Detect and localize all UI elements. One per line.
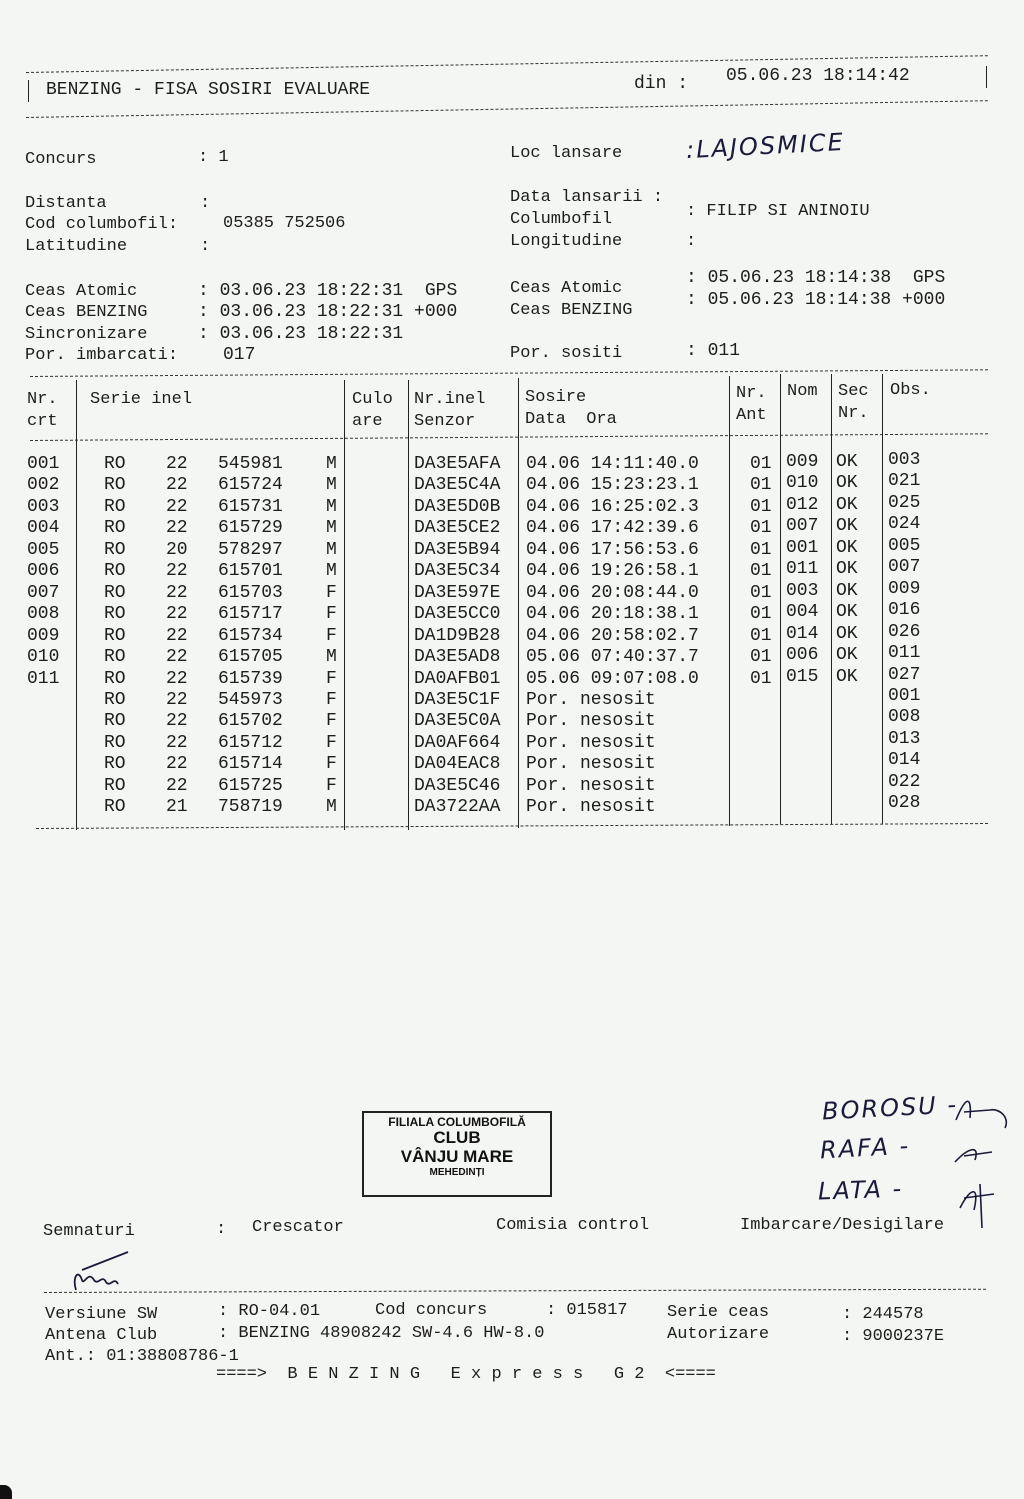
col-sep xyxy=(344,380,345,830)
ceas-atomic-start-label: Ceas Atomic xyxy=(25,282,138,301)
sec-status: OK xyxy=(836,473,858,494)
semnaturi-label: Semnaturi xyxy=(43,1222,135,1241)
col-header-nr: Nr. xyxy=(27,390,58,409)
ring-year: 22 xyxy=(166,518,188,539)
por-sositi-value: : 011 xyxy=(686,341,741,361)
sensor-id: DA1D9B28 xyxy=(414,625,501,646)
antenna-nr: 01 xyxy=(750,539,772,560)
imbarcare-desigilare-label: Imbarcare/Desigilare xyxy=(740,1216,945,1235)
nom-nr: 009 xyxy=(786,452,819,472)
obs-nr: 025 xyxy=(888,492,921,513)
col-header-ant-2: Ant xyxy=(736,406,767,425)
arrival-time: 05.06 09:07:08.0 xyxy=(526,668,699,689)
serie-ceas-label: Serie ceas xyxy=(667,1303,770,1322)
sec-status: OK xyxy=(836,452,858,472)
autorizare-label: Autorizare xyxy=(667,1325,770,1344)
ring-number: 545981 xyxy=(218,454,283,474)
ring-sex: F xyxy=(326,775,337,796)
document-title: BENZING - FISA SOSIRI EVALUARE xyxy=(46,80,371,100)
antenna-nr: 01 xyxy=(750,475,772,496)
obs-nr: 011 xyxy=(888,643,921,664)
nom-nr: 010 xyxy=(786,473,819,494)
ring-sex: F xyxy=(326,668,337,689)
sensor-id: DA3E5C46 xyxy=(414,775,501,796)
header-bottom-rule xyxy=(26,100,988,118)
nom-nr: 004 xyxy=(786,602,819,623)
sensor-id: DA3E5CC0 xyxy=(414,604,501,625)
ring-country: RO xyxy=(104,625,126,646)
nom-nr: 014 xyxy=(786,623,819,644)
obs-nr: 027 xyxy=(888,664,921,685)
arrival-time: 04.06 17:42:39.6 xyxy=(526,518,699,539)
handwritten-signature-1: BOROSU - xyxy=(821,1090,959,1126)
loc-lansare-value: :LAJOSMICE xyxy=(685,127,846,165)
ring-number: 615729 xyxy=(218,518,283,539)
col-sep xyxy=(882,374,883,824)
ring-number: 615703 xyxy=(218,582,283,603)
ring-number: 615734 xyxy=(218,625,283,646)
stamp-line-3: VÂNJU MARE xyxy=(400,1146,514,1166)
cod-concurs-value: : 015817 xyxy=(546,1301,628,1320)
ceas-benzing-start-value: : 03.06.23 18:22:31 +000 xyxy=(198,302,458,322)
ring-country: RO xyxy=(104,518,126,539)
obs-nr: 016 xyxy=(888,600,921,621)
signature-scribble-icon xyxy=(950,1088,1020,1228)
col-header-sec-nr: Nr. xyxy=(838,404,869,423)
antenna-nr: 01 xyxy=(750,561,772,582)
sensor-id: DA3E5C4A xyxy=(414,475,501,496)
club-stamp xyxy=(362,1111,552,1197)
obs-nr: 022 xyxy=(888,771,921,792)
concurs-value: : 1 xyxy=(198,148,229,167)
ring-number: 615705 xyxy=(218,647,283,668)
sec-status: OK xyxy=(836,559,858,580)
nom-nr: 001 xyxy=(786,537,819,558)
obs-nr: 008 xyxy=(888,707,921,728)
ring-number: 615702 xyxy=(218,711,283,732)
serie-ceas-value: : 244578 xyxy=(842,1305,924,1324)
col-header-nom: Nom xyxy=(787,382,818,401)
arrival-time: 04.06 20:18:38.1 xyxy=(526,604,699,625)
ring-number: 545973 xyxy=(218,689,283,710)
sensor-id: DA04EAC8 xyxy=(414,754,501,775)
ring-year: 22 xyxy=(166,582,188,603)
obs-nr: 007 xyxy=(888,557,921,578)
row-nr: 003 xyxy=(27,496,60,517)
antena-club-value: : BENZING 48908242 SW-4.6 HW-8.0 xyxy=(218,1324,545,1343)
ring-year: 22 xyxy=(166,711,188,732)
ring-sex: F xyxy=(326,689,337,710)
concurs-label: Concurs xyxy=(25,150,97,169)
longitudine-value: : xyxy=(686,232,697,251)
ring-year: 20 xyxy=(166,539,188,560)
row-nr: 006 xyxy=(27,561,60,582)
ring-country: RO xyxy=(104,604,126,625)
sec-status: OK xyxy=(836,516,858,537)
ring-sex: M xyxy=(326,518,337,539)
col-header-data-ora: Data Ora xyxy=(525,410,617,429)
cod-concurs-label: Cod concurs xyxy=(375,1301,488,1320)
nom-nr: 011 xyxy=(786,559,819,580)
ring-country: RO xyxy=(104,539,126,560)
col-header-are: are xyxy=(352,412,383,431)
benzing-express-banner: ====> B E N Z I N G E x p r e s s G 2 <==== xyxy=(216,1365,716,1384)
ceas-benzing-end-label: Ceas BENZING xyxy=(510,301,633,320)
nom-nr: 015 xyxy=(786,666,819,687)
ring-number: 615712 xyxy=(218,732,283,753)
antenna-id: Ant.: 01:38808786-1 xyxy=(45,1347,239,1366)
sincronizare-label: Sincronizare xyxy=(25,325,148,344)
arrival-time: Por. nesosit xyxy=(526,732,656,753)
ring-year: 22 xyxy=(166,625,188,646)
col-header-obs: Obs. xyxy=(890,381,931,400)
arrival-time: 04.06 17:56:53.6 xyxy=(526,539,699,560)
ring-country: RO xyxy=(104,647,126,668)
sensor-id: DA3E5D0B xyxy=(414,496,501,517)
col-sep xyxy=(518,378,519,828)
ceas-atomic-end-value: : 05.06.23 18:14:38 GPS xyxy=(686,268,946,288)
ring-country: RO xyxy=(104,797,126,818)
row-nr: 007 xyxy=(27,582,60,603)
cod-columbofil-value: 05385 752506 xyxy=(223,214,346,233)
ring-year: 22 xyxy=(166,604,188,625)
latitudine-value: : xyxy=(200,237,211,256)
distanta-value: : xyxy=(200,194,211,213)
ring-number: 758719 xyxy=(218,797,283,818)
autorizare-value: : 9000237E xyxy=(842,1327,945,1346)
ring-number: 615731 xyxy=(218,496,283,517)
ring-country: RO xyxy=(104,754,126,775)
col-header-crt: crt xyxy=(27,412,58,431)
col-sep xyxy=(729,376,730,826)
header-left-border xyxy=(28,80,29,102)
row-nr: 002 xyxy=(27,475,60,496)
sensor-id: DA0AFB01 xyxy=(414,668,501,689)
nom-nr: 012 xyxy=(786,494,819,515)
sec-status: OK xyxy=(836,494,858,515)
col-sep xyxy=(408,380,409,830)
col-header-culo: Culo xyxy=(352,390,393,409)
latitudine-label: Latitudine xyxy=(25,237,128,256)
arrival-time: Por. nesosit xyxy=(526,711,656,732)
obs-nr: 026 xyxy=(888,621,921,642)
obs-nr: 014 xyxy=(888,750,921,771)
obs-nr: 013 xyxy=(888,728,921,749)
handwritten-signature-3: LATA - xyxy=(817,1174,904,1206)
ring-country: RO xyxy=(104,689,126,710)
arrival-time: Por. nesosit xyxy=(526,689,656,710)
stamp-line-4: MEHEDINȚI xyxy=(429,1166,485,1178)
antenna-nr: 01 xyxy=(750,668,772,689)
ring-year: 22 xyxy=(166,732,188,753)
obs-nr: 001 xyxy=(888,685,921,706)
sensor-id: DA3E5B94 xyxy=(414,539,501,560)
ring-sex: M xyxy=(326,647,337,668)
ring-country: RO xyxy=(104,775,126,796)
nom-nr: 003 xyxy=(786,580,819,601)
sensor-id: DA3E5C34 xyxy=(414,561,501,582)
obs-nr: 003 xyxy=(888,450,921,470)
ring-year: 21 xyxy=(166,797,188,818)
obs-nr: 028 xyxy=(888,793,921,814)
crescator-label: Crescator xyxy=(252,1218,344,1237)
row-nr: 001 xyxy=(27,454,60,474)
ring-sex: F xyxy=(326,604,337,625)
arrival-time: 04.06 19:26:58.1 xyxy=(526,561,699,582)
columbofil-label: Columbofil xyxy=(510,210,613,229)
antenna-nr: 01 xyxy=(750,496,772,517)
sec-status: OK xyxy=(836,602,858,623)
ring-country: RO xyxy=(104,711,126,732)
arrival-time: 04.06 14:11:40.0 xyxy=(526,454,699,474)
ring-country: RO xyxy=(104,496,126,517)
por-imbarcati-label: Por. imbarcati: xyxy=(25,346,179,365)
ring-sex: M xyxy=(326,496,337,517)
table-top-rule xyxy=(30,369,988,377)
longitudine-label: Longitudine xyxy=(510,232,623,251)
por-sositi-label: Por. sositi xyxy=(510,344,623,363)
ring-country: RO xyxy=(104,475,126,496)
print-date-value: 05.06.23 18:14:42 xyxy=(726,66,910,86)
ring-number: 578297 xyxy=(218,539,283,560)
antenna-nr: 01 xyxy=(750,604,772,625)
row-nr: 004 xyxy=(27,518,60,539)
ring-sex: F xyxy=(326,754,337,775)
ring-number: 615739 xyxy=(218,668,283,689)
col-header-inel: Nr.inel xyxy=(414,390,486,409)
semnaturi-sep: : xyxy=(216,1220,227,1239)
data-lansarii-label: Data lansarii : xyxy=(510,188,664,207)
ring-sex: M xyxy=(326,539,337,560)
row-nr: 011 xyxy=(27,668,60,689)
sensor-id: DA3E597E xyxy=(414,582,501,603)
versiune-sw-value: : RO-04.01 xyxy=(218,1302,321,1321)
sec-status: OK xyxy=(836,580,858,601)
sensor-id: DA3E5AFA xyxy=(414,454,501,474)
ring-year: 22 xyxy=(166,561,188,582)
arrival-time: 05.06 07:40:37.7 xyxy=(526,647,699,668)
antenna-nr: 01 xyxy=(750,454,772,474)
col-header-sec: Sec xyxy=(838,382,869,401)
ceas-benzing-start-label: Ceas BENZING xyxy=(25,303,148,322)
loc-lansare-label: Loc lansare xyxy=(510,144,623,163)
antenna-nr: 01 xyxy=(750,625,772,646)
ring-number: 615701 xyxy=(218,561,283,582)
ring-sex: F xyxy=(326,711,337,732)
ring-country: RO xyxy=(104,732,126,753)
stamp-line-1: FILIALA COLUMBOFILĂ xyxy=(388,1115,526,1129)
ceas-atomic-start-value: : 03.06.23 18:22:31 GPS xyxy=(198,281,458,301)
col-sep xyxy=(780,374,781,824)
col-sep xyxy=(831,374,832,824)
antenna-nr: 01 xyxy=(750,582,772,603)
arrival-time: 04.06 15:23:23.1 xyxy=(526,475,699,496)
header-right-border xyxy=(986,66,987,88)
ring-year: 22 xyxy=(166,775,188,796)
sec-status: OK xyxy=(836,623,858,644)
row-nr: 005 xyxy=(27,539,60,560)
ring-year: 22 xyxy=(166,496,188,517)
ring-country: RO xyxy=(104,454,126,474)
ring-country: RO xyxy=(104,561,126,582)
ring-year: 22 xyxy=(166,689,188,710)
versiune-sw-label: Versiune SW xyxy=(45,1305,158,1324)
col-header-serie: Serie inel xyxy=(90,390,193,409)
arrival-time: Por. nesosit xyxy=(526,775,656,796)
ring-sex: M xyxy=(326,454,337,474)
por-imbarcati-value: 017 xyxy=(223,345,256,365)
ring-sex: F xyxy=(326,732,337,753)
sensor-id: DA3722AA xyxy=(414,797,501,818)
antenna-nr: 01 xyxy=(750,647,772,668)
ring-country: RO xyxy=(104,668,126,689)
scan-corner-artifact xyxy=(0,1485,12,1499)
col-header-sosire: Sosire xyxy=(525,388,587,407)
col-header-senzor: Senzor xyxy=(414,412,476,431)
ring-number: 615717 xyxy=(218,604,283,625)
ceas-atomic-end-label: Ceas Atomic xyxy=(510,279,623,298)
sensor-id: DA0AF664 xyxy=(414,732,501,753)
ceas-benzing-end-value: : 05.06.23 18:14:38 +000 xyxy=(686,290,946,310)
table-header-rule xyxy=(30,433,988,441)
sec-status: OK xyxy=(836,537,858,558)
obs-nr: 005 xyxy=(888,535,921,556)
arrival-time: Por. nesosit xyxy=(526,754,656,775)
handwritten-signature-2: RAFA - xyxy=(819,1131,911,1165)
arrival-time: 04.06 16:25:02.3 xyxy=(526,496,699,517)
antena-club-label: Antena Club xyxy=(45,1326,158,1345)
obs-nr: 009 xyxy=(888,578,921,599)
arrival-time: 04.06 20:58:02.7 xyxy=(526,625,699,646)
row-nr: 009 xyxy=(27,625,60,646)
sincronizare-value: : 03.06.23 18:22:31 xyxy=(198,324,404,344)
ring-year: 22 xyxy=(166,754,188,775)
ring-sex: M xyxy=(326,561,337,582)
sec-status: OK xyxy=(836,666,858,687)
sensor-id: DA3E5C0A xyxy=(414,711,501,732)
footer-top-rule xyxy=(44,1289,986,1293)
nom-nr: 007 xyxy=(786,516,819,537)
ring-sex: M xyxy=(326,475,337,496)
sec-status: OK xyxy=(836,645,858,666)
columbofil-value: : FILIP SI ANINOIU xyxy=(686,202,870,221)
ring-year: 22 xyxy=(166,647,188,668)
ring-number: 615724 xyxy=(218,475,283,496)
arrival-time: Por. nesosit xyxy=(526,797,656,818)
comisia-control-label: Comisia control xyxy=(496,1216,650,1235)
ring-sex: F xyxy=(326,625,337,646)
antenna-nr: 01 xyxy=(750,518,772,539)
table-bottom-rule xyxy=(36,823,988,829)
stamp-line-2: CLUB xyxy=(433,1128,481,1148)
row-nr: 008 xyxy=(27,604,60,625)
ring-year: 22 xyxy=(166,668,188,689)
sensor-id: DA3E5AD8 xyxy=(414,647,501,668)
ring-country: RO xyxy=(104,582,126,603)
ring-year: 22 xyxy=(166,475,188,496)
nom-nr: 006 xyxy=(786,645,819,666)
ring-number: 615714 xyxy=(218,754,283,775)
distanta-label: Distanta xyxy=(25,194,107,213)
ring-sex: M xyxy=(326,797,337,818)
arrival-time: 04.06 20:08:44.0 xyxy=(526,582,699,603)
ring-number: 615725 xyxy=(218,775,283,796)
col-header-ant: Nr. xyxy=(736,384,767,403)
ring-sex: F xyxy=(326,582,337,603)
obs-nr: 024 xyxy=(888,514,921,535)
row-nr: 010 xyxy=(27,647,60,668)
crescator-signature-icon xyxy=(68,1250,138,1295)
ring-year: 22 xyxy=(166,454,188,474)
obs-nr: 021 xyxy=(888,471,921,492)
cod-columbofil-label: Cod columbofil: xyxy=(25,215,179,234)
print-date-label: din : xyxy=(634,74,689,94)
sensor-id: DA3E5CE2 xyxy=(414,518,501,539)
sensor-id: DA3E5C1F xyxy=(414,689,501,710)
col-sep xyxy=(76,380,77,830)
